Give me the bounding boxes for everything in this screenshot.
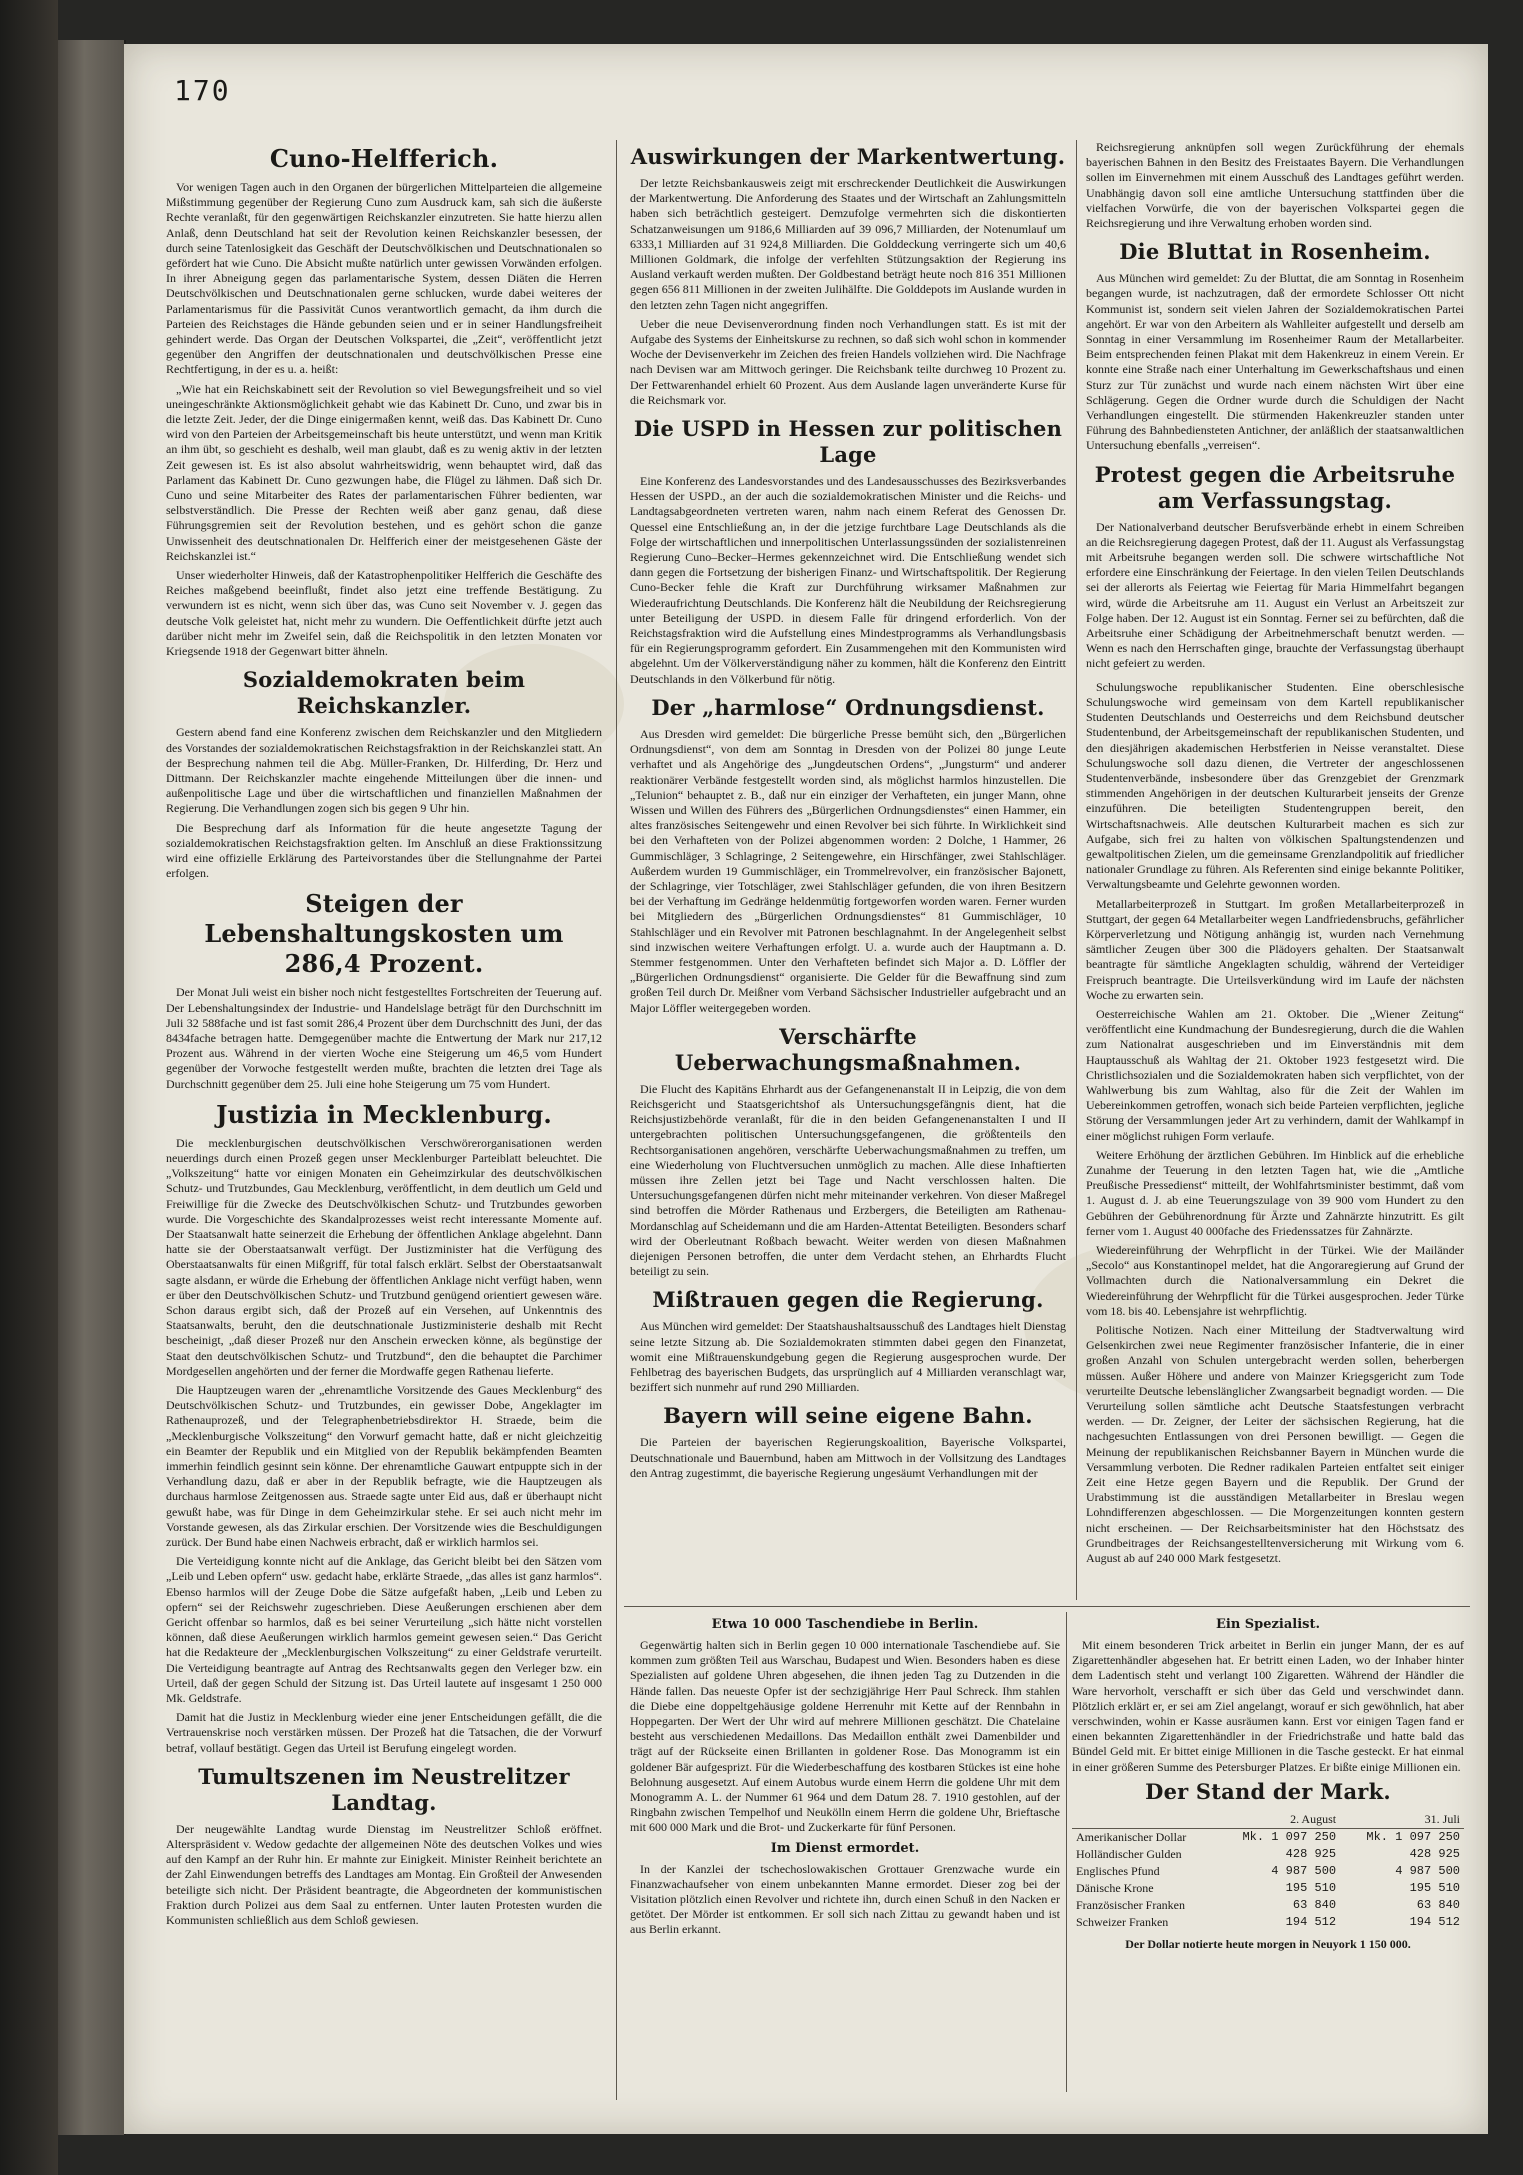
rate-value: 428 925 — [1285, 1847, 1337, 1862]
article-headline: Sozialdemokraten beim Reichskanzler. — [242, 667, 526, 719]
article-markentwertung — [630, 144, 1066, 408]
article-headline: Tumultszenen im Neustrelitzer Landtag. — [198, 1763, 570, 1815]
box-headline: Ein Spezialist. — [1215, 1617, 1321, 1632]
box-headline: Etwa 10 000 Taschendiebe in Berlin. — [711, 1617, 979, 1632]
bound-volume-spine — [58, 40, 126, 2135]
table-header-row — [1072, 1811, 1464, 1829]
article-bayern-bahn-continued — [1086, 140, 1464, 231]
article-verfassungstag — [1086, 462, 1464, 672]
notice-paragraph: Oesterreichische Wahlen am 21. Oktober. Die „Wiener Zeitung“ veröffentlicht eine Kundmachung der Bundesregierung, durch die die Wahlen zum Nationalrat ausgeschrieben und im Einverständnis mit dem Hauptausschuß als Wahltag der 21. Oktober 1923 festgesetzt wird. Die Christlichsozialen und die Sozialdemokraten haben sich verpflichtet, von der Wahlwerbung bis zum Wahltag, also für die Zeit der Wahlen im Uebereinkommen getroffen, wonach sich beide Parteien verpflichten, jegliche Störung der Versammlungen jeder Art zu verhindern, damit der Wahlkampf in einer möglichst ruhigen Form verlaufe. — [1086, 1006, 1464, 1143]
box-spezialist — [1072, 1612, 1464, 1952]
rate-value: Mk. 1 097 250 — [1242, 1830, 1337, 1845]
rate-value: 194 512 — [1285, 1915, 1337, 1930]
table-row — [1072, 1897, 1464, 1914]
article-paragraph: Reichsregierung anknüpfen soll wegen Zurückführung der ehemals bayerischen Bahnen in den Besitz des Freistaates Bayern. Die Verhandlungen sollen im Einvernehmen mit einem Ausschuß des Landtages geführt werden. Unabhängig davon soll eine amtliche Untersuchung stattfinden über die vielfachen Vorwürfe, die von der bayerischen Volkspartei gegen die Reichsregierung und ihre Verwaltung erhoben worden sind. — [1086, 140, 1464, 231]
notice-paragraph: Wiedereinführung der Wehrpflicht in der Türkei. Wie der Mailänder „Secolo“ aus Konstantinopel meldet, hat die Angoraregierung auf Grund der Vollmachten durch die Nationalversammlung ein Dekret die Wiedereinführung der Wehrpflicht für die Türkei ausgesprochen. Jeder Türke vom 18. bis 40. Lebensjahre ist wehrpflichtig. — [1086, 1243, 1464, 1318]
dollar-note: Der Dollar notierte heute morgen in Neuyork 1 150 000. — [1125, 1936, 1411, 1951]
box-paragraph: Mit einem besonderen Trick arbeitet in Berlin ein junger Mann, der es auf Zigarettenhändler abgesehen hat. Er betritt einen Laden, wo der Inhaber hinter dem Ladentisch steht und verlangt 100 Zigaretten. Während der Händler die Ware hervorholt, verschafft er sich über das Geld und verschwindet dann. Plötzlich erklärt er, er sei am Ziel angelangt, worauf er sich gewöhnlich, hat aber verschwinden, wohin er Kasse ausräumen kann. Erst vor einigen Tagen fand er einen bekannten Zigarettenhändler in der Friedrichstraße und hatte bald das Bündel Geld mit. Er bittet einige Millionen in die Tasche gesteckt. Er hat einmal in einer größeren Summe des Petersburger Platzes. Er bißte einige Millionen ein. — [1072, 1638, 1464, 1774]
currency-name: Französischer Franken — [1076, 1897, 1185, 1912]
article-paragraph: Unser wiederholter Hinweis, daß der Katastrophenpolitiker Helfferich die Geschäfte des Reiches maßgebend beeinflußt, findet also jetzt eine treffende Bestätigung. Zu verwundern ist es nicht, wenn sich über das, was Cuno seit November v. J. gegen das deutsche Volk geleistet hat, nicht mehr zu wundern. Die Oeffentlichkeit dürfte jetzt auch darüber nicht mehr im Zweifel sein, daß die Reichspolitik in den letzten Monaten vor Kriegsende 1918 der Gegenwart bitter ähneln. — [166, 568, 602, 659]
rate-value: 63 840 — [1416, 1898, 1460, 1913]
table-header: 2. August — [1216, 1811, 1340, 1829]
table-row — [1072, 1846, 1464, 1863]
notice-paragraph: Schulungswoche republikanischer Studenten. Eine oberschlesische Schulungswoche wird gemeinsam von dem Kartell republikanischer Studenten Deutschlands und Oesterreichs und dem Reichsbund deutscher Studentenbund, der Arbeitsgemeinschaft der republikanischen Studenten, und den diesjährigen akademischen Herbstferien in Neisse veranstaltet. Diese Schulungswoche soll dazu dienen, die Vertreter der angeschlossenen Studentenverbände, insbesondere über das Grenzgebiet der Grenzmark stimmenden Angehörigen in der deutschen Kulturarbeit jenseits der Grenze einzuführen. Die beteiligten Studentengruppen bereit, den Wirtschaftsnachweis. Alle deutschen Kulturarbeit machen es sich zur Aufgabe, sich frei zu halten von völkischen Spaltungstendenzen und gewaltpolitischen Zielen, um die gemeinsame Grenzlandpolitik auf friedlicher nationaler Grundlage zu führen. Als Referenten sind einige bekannte Politiker, Verwaltungsbeamte und Gelehrte gewonnen worden. — [1086, 679, 1464, 892]
article-headline: Mißtrauen gegen die Regierung. — [652, 1287, 1044, 1313]
article-headline: Bayern will seine eigene Bahn. — [663, 1403, 1033, 1429]
article-paragraph: Der letzte Reichsbankausweis zeigt mit erschreckender Deutlichkeit die Auswirkungen der Markentwertung. Die Anforderung des Staates und der Wirtschaft an Zahlungsmitteln haben sich beträchtlich gesteigert. Demzufolge vermehrten sich die diskontierten Schatzanweisungen um 9186,6 Milliarden auf 39 096,7 Milliarden, der Notenumlauf um 6333,1 Milliarden auf 31 924,8 Milliarden. Die Golddeckung verringerte sich um 40,6 Millionen Goldmark, die infolge der verfehlten Stützungsaktion der Regierung ins Ausland verkauft werden mußten. Der Goldbestand beträgt heute noch 816 351 Millionen gegen 656 811 Millionen in der zweiten Julihälfte. Die Golddepots im Auslande wurden in den letzten zehn Tagen nicht angegriffen. — [630, 176, 1066, 312]
article-paragraph: Gestern abend fand eine Konferenz zwischen dem Reichskanzler und den Mitgliedern des Vorstandes der sozialdemokratischen Reichstagsfraktion in der Reichskanzlei statt. An der Besprechung nahmen teil die Abg. Müller-Franken, Dr. Hilferding, Dr. Herz und Dittmann. Der Reichskanzler machte eingehende Mitteilungen über die innen- und außenpolitische Lage und über die wirtschaftlichen und finanziellen Maßnahmen der Regierung. Die Verhandlungen zogen sich bis gegen 9 Uhr hin. — [166, 725, 602, 816]
article-paragraph: Eine Konferenz des Landesvorstandes und des Landesausschusses des Bezirksverbandes Hessen der USPD., an der auch die sozialdemokratischen Minister und die Reichs- und Landtagsabgeordneten vertreten waren, nahm nach einem Referat des Genossen Dr. Quessel eine Entschließung an, in der die jetzige furchtbare Lage Deutschlands als die Folge der wirtschaftlichen und innerpolitischen Unterlassungssünden der sozialistenreinen Regierung Cuno–Becker–Hermes gekennzeichnet wird. Die Entschließung wendet sich dann gegen die Fortsetzung der bisherigen Finanz- und Wirtschaftspolitik. Der Regierung Cuno-Becker fehle die Kraft zur Durchführung wirksamer Maßnahmen zur Wiederaufrichtung Deutschlands. Die Konferenz hält die Neubildung der Reichsregierung unter Beteiligung der USPD. in diesem Falle für dringend erforderlich. Von der Reichstagsfraktion wird die Aufstellung eines Mindestprogramms als Verhandlungsbasis für ein Regierungsprogramm gefordert. Ein Zusammengehen mit den Kommunisten wird abgelehnt. Um der Völkerverständigung näher zu kommen, hält die Konferenz den Eintritt Deutschlands in den Völkerbund für nötig. — [630, 474, 1066, 686]
article-paragraph: Die Parteien der bayerischen Regierungskoalition, Bayerische Volkspartei, Deutschnationale und Bauernbund, haben am Mittwoch in der Vollsitzung des Landtages den Antrag zugestimmt, die bayerische Regierung ungesäumt Verhandlungen mit der — [630, 1435, 1066, 1480]
article-headline: Auswirkungen der Markentwertung. — [630, 144, 1066, 169]
article-paragraph: Aus München wird gemeldet: Zu der Bluttat, die am Sonntag in Rosenheim begangen wurde, ist nachzutragen, daß der ermordete Schlosser Ott nicht Kommunist ist, sondern seit vielen Jahren der Sozialdemokratischen Partei angehört. Er war von den Arbeitern als Wahlleiter aufgestellt und derselb am Sonntag in einer Versammlung im Rosenheimer Raum der Metallarbeiter. Beim entsprechenden feinen Plakat mit dem Hakenkreuz in einem Verein. Er konnte eine Straße nach einer Unterhaltung im Gewerkschaftshaus und einen Sturz zur Tür zunächst und wurde nach einem nächsten Wirt über eine Schlägerung. Gegen die Ordner wurde durch die Schuldigen der Nacht Verhandlungen eingestellt. Die stürmenden Hakenkreuzler standen unter Führung des Bahnbediensteten Antichner, der anläßlich der staatsanwaltlichen Untersuchung ebenfalls „verreisen“. — [1086, 271, 1464, 453]
article-paragraph: Der neugewählte Landtag wurde Dienstag im Neustrelitzer Schloß eröffnet. Alterspräsident v. Wedow gedachte der allgemeinen Nöte des deutschen Volkes und wies auf den Kampf an der Ruhr hin. Er mahnte zur Einigkeit. Minister Reinheit berichtete an der Zahl Einwendungen betreffs des Landtages am Montag. Ein Großteil der Anwesenden beteiligte sich nicht. Der Präsident beantragte, die Abgeordneten der kommunistischen Fraktion durch Polizei aus dem Saal zu entfernen. Unter lauten Protesten wurden die Kommunisten schließlich aus dem Schloß gewiesen. — [166, 1821, 602, 1928]
article-headline: Die USPD in Hessen zur politischen Lage — [633, 416, 1063, 468]
article-ordnungsdienst — [630, 695, 1066, 1016]
book-binding-shadow — [0, 0, 58, 2175]
table-row — [1072, 1828, 1464, 1846]
table-header: 31. Juli — [1340, 1811, 1464, 1829]
article-justizia — [166, 1100, 602, 1756]
article-bayern-bahn — [630, 1403, 1066, 1481]
article-paragraph: Die mecklenburgischen deutschvölkischen Verschwörerorganisationen werden neuerdings durch einen Prozeß gegen unser Mecklenburger Parteiblatt beleuchtet. Die „Volkszeitung“ hatte vor einigen Monaten ein Geheimzirkular des deutschvölkischen Schutz- und Trutzbundes, Gau Mecklenburg, veröffentlicht, in dem deutlich um Geld und Freiwillige für die Zwecke des Deutschvölkischen Schutz- und Trutzbundes geworben wurde. Die Vorgeschichte des Skandalprozesses weist recht interessante Momente auf. Der Staatsanwalt hatte seinerzeit die Erhebung der öffentlichen Anklage abgelehnt. Dann hatte sie der Oberstaatsanwalt verfügt. Der Justizminister hat die Verfügung des Oberstaatsanwalts für einen Mißgriff, für total falsch erklärt. Selbst der Oberstaatsanwalt sagte alsdann, er würde die Erhebung der öffentlichen Anklage nicht verfügt haben, wenn er über den Deutschvölkischen Schutz- und Trutzbund genügend orientiert gewesen wäre. Schon daraus ergibt sich, daß der Prozeß auf ein Versehen, auf Unkenntnis des Staatsanwalts, beruht, den die deutschnationale Justizministerie deshalb mit Recht bescheinigt, „daß dieser Prozeß nur den Anschein erwecken könne, als begünstige der Staat den deutschvölkischen Schutz- und Trutzbund“, den die behauptet die Parchimer Mordgesellen angehörten und der ferner die Mordwaffe gegen Rathenau lieferte. — [166, 1135, 602, 1378]
article-uspd-hessen — [630, 416, 1066, 687]
article-headline: Justizia in Mecklenburg. — [216, 1099, 552, 1129]
article-ueberwachung — [630, 1024, 1066, 1280]
notice-paragraph: Metallarbeiterprozeß in Stuttgart. Im großen Metallarbeiterprozeß in Stuttgart, der gegen 64 Metallarbeiter wegen Landfriedensbruchs, gefährlicher Körperverletzung und Nötigung anhängig ist, wurden nach Vernehmung sämtlicher Zeugen über 300 die Plädoyers gehalten. Der Staatsanwalt beantragte für sämtliche Angeklagten schuldig, während der Verteidiger Freispruch beantragte. Die Urteilsverkündung wird im Laufe der nächsten Woche zu erwarten sein. — [1086, 896, 1464, 1002]
column-rule — [1066, 1612, 1067, 2092]
box-paragraph: In der Kanzlei der tschechoslowakischen Grottauer Grenzwache wurde ein Finanzwachaufseher von einem unbekannten Manne ermordet. Dieser zog bei der Visitation plötzlich einen Revolver und richtete ihn, durch einen Schuß in den Nacken er getötet. Der Mörder ist entkommen. Er soll sich nach Zittau zu gewandt haben und ist aus Berlin erkannt. — [630, 1861, 1060, 1937]
rate-value: 195 510 — [1409, 1881, 1460, 1896]
article-tumultszenen — [166, 1764, 602, 1928]
article-paragraph: „Wie hat ein Reichskabinett seit der Revolution so viel Bewegungsfreiheit und so viel uneingeschränkte Aktionsmöglichkeit gehabt wie das Kabinett Dr. Cuno, und zwar bis in die letzte Zeit. Jeder, der die Dinge einigermaßen kennt, weiß das. Das Kabinett Dr. Cuno wird von den Parteien der Arbeitsgemeinschaft bis heute unterstützt, und wenn man Kritik an ihm übt, so geschieht es deshalb, weil man glaubt, daß es zu wenig aktiv in der letzten Zeit gewesen ist. Es ist also absolut wahrheitswidrig, wenn behauptet wird, daß das Parlament das Kabinett Dr. Cuno gezwungen habe, die Flügel zu lähmen. Daß sich Dr. Cuno und seine Mitarbeiter des Rates der parlamentarischen Führer bedienten, war selbstverständlich. Die Presse der Rechten weiß aber ganz genau, daß diese Führungsgremien seit der Revolution bestehen, und es gehört schon die ganze Unwissenheit des deutschnationalen Dr. Helfferich einer der meistgesehenen Gäste der Reichskanzlei ist.“ — [166, 381, 602, 563]
article-misstrauen — [630, 1287, 1066, 1395]
currency-name: Amerikanischer Dollar — [1076, 1829, 1187, 1844]
rate-value: Mk. 1 097 250 — [1366, 1830, 1460, 1845]
newspaper-page — [124, 44, 1488, 2134]
article-paragraph: Ueber die neue Devisenverordnung finden noch Verhandlungen statt. Es ist mit der Aufgabe des Systems der Einheitskurse zu rechnen, so daß sich wohl schon in kommender Woche der Devisenverkehr im Zeichen des freien Handels vollziehen wird. Die Nachfrage nach Devisen war am Mittwoch geringer. Die Reichsbank teilte durchweg 10 Prozent zu. Der Fettwarenhandel erhielt 60 Prozent. Aus dem Auslande lagen unveränderte Kurse für die Reichsmark vor. — [630, 316, 1066, 407]
currency-name: Schweizer Franken — [1076, 1914, 1169, 1929]
rate-value: 4 987 500 — [1271, 1864, 1337, 1879]
article-paragraph: Die Hauptzeugen waren der „ehrenamtliche Vorsitzende des Gaues Mecklenburg“ des Deutschvölkischen Schutz- und Trutzbundes, ein gewisser Dobe, Angeklagter im Rathenauprozeß, und der Telegraphenbetriebsdirektor H. Straede, beim die „Mecklenburgische Volkszeitung“ den Vorwurf gemacht hatte, daß er nicht gleichzeitig ein Beamter der Republik und ein Mitglied von der Republik bekämpfenden Beamten immerhin feindlich gesinnt sein könne. Der ehrenamtliche Gauwart entpuppte sich in der Verhandlung dazu, daß er aber in der Republik befragte, wie die Hauptzeugen als durchaus harmlose Zeitgenossen aus. Straede sagte unter Eid aus, daß er überhaupt nicht gewußt habe, was für Dinge in dem Geheimzirkular stehe. Er sei auch nicht mehr im Vorstande gewesen, als das Zirkular erschien. Der Vorsitzende wies die Beschuldigungen zurück. Der Bund habe einen Nachweis erbracht, daß er wirklich harmlos sei. — [166, 1383, 602, 1550]
article-paragraph: Der Monat Juli weist ein bisher noch nicht festgestelltes Fortschreiten der Teuerung auf. Der Lebenshaltungsindex der Industrie- und Handelslage beträgt für den Durchschnitt im Juli 32 588fache und ist fast somit 286,4 Prozent über dem Durchschnitt des Juni, der das 8434fache betragen hatte. Demgegenüber machte die Entwertung der Mark nur 217,12 Prozent aus. Während in der vierten Woche eine Steigerung um 46,5 vom Hundert gegenüber der Vorwoche festgestellt werden mußte, brachten die letzten drei Tage als Durchschnitt gegenüber dem 25. Juli eine hohe Steigerung um 75 vom Hundert. — [166, 985, 602, 1091]
currency-name: Englisches Pfund — [1076, 1863, 1160, 1878]
article-headline: Verschärfte Ueberwachungsmaßnahmen. — [674, 1023, 1022, 1075]
table-row — [1072, 1914, 1464, 1931]
article-paragraph: Die Flucht des Kapitäns Ehrhardt aus der Gefangenenanstalt II in Leipzig, die von dem Reichsgericht und Staatsgerichtshof als Untersuchungsgefängnis dient, hat die Reichsjustizbehörde veranlaßt, für die in den beiden Gefangenenanstalten I und II untergebrachten politischen Untersuchungsgefangenen, die größtenteils den Rechtsorganisationen angehören, verschärfte Ueberwachungsmaßnahmen zu treffen, um eine Wiederholung von Fluchtversuchen unmöglich zu machen. Alle diese Inhaftierten müssen ihre Zellen jetzt bei Tage und Nacht verschlossen halten. Die Untersuchungsgefangenen dürfen nicht mehr miteinander verkehren. Von dieser Maßregel sind betroffen die Mörder Rathenaus und Erzbergers, die Beteiligten am Rathenau-Mordanschlag auf Scheidemann und die am Harden-Attentat Beteiligten. Besonders scharf wird der Oberleutnant Roßbach bewacht. Weiter werden von diesen Maßnahmen diejenigen Personen betroffen, die unter dem Verdacht stehen, an Ehrhardts Flucht beteiligt zu sein. — [630, 1081, 1066, 1279]
article-headline: Die Bluttat in Rosenheim. — [1119, 239, 1431, 265]
article-sozialdemokraten — [166, 667, 602, 881]
table-row — [1072, 1880, 1464, 1897]
article-headline: Steigen der Lebenshaltungskosten um 286,4 Prozent. — [204, 889, 564, 979]
article-notices — [1086, 680, 1464, 1567]
currency-name: Dänische Krone — [1076, 1880, 1154, 1895]
article-paragraph: Vor wenigen Tagen auch in den Organen der bürgerlichen Mittelparteien die allgemeine Mißstimmung gegenüber der Regierung Cuno zum Ausdruck kam, sah sich die äußerste Rechte veranlaßt, für den gegenwärtigen Reichskanzler einzutreten. Sie hatte hierzu allen Anlaß, denn Deutschland hat seit der Revolution keinen Reichskanzler besessen, der durch seine Tatenlosigkeit das Geschäft der Deutschvölkischen und Deutschnationalen so gefördert hat wie Cuno. Die Absicht mußte natürlich unter gewissen Vorwänden erfolgen. In ihrer Abneigung gegen das parlamentarische System, dessen Diäten die Herren Deutschvölkischen und Deutschnationalen gerne schlucken, wurde dabei weiteres der Parlamentarismus für die Passivität Cunos verantwortlich gemacht, da ihm durch die Parteien des Reichstages die Hände gebunden seien und er in seiner Handlungsfreiheit gehindert werde. Das Organ der Deutschen Volkspartei, die „Zeit“, veröffentlicht jetzt gegenüber den Angriffen der deutschnationalen und deutschvölkischen Presse eine Rechtfertigung, in der es u. a. heißt: — [166, 180, 602, 377]
article-paragraph: Aus München wird gemeldet: Der Staatshaushaltsausschuß des Landtages hielt Dienstag seine letzte Sitzung ab. Die Sozialdemokraten stimmten dabei gegen den Finanzetat, womit eine Mißtrauenskundgebung gegen die Regierung ausgesprochen wurde. Der Fehlbetrag des bayerischen Budgets, das ursprünglich auf 4 Milliarden veranschlagt war, beziffert sich nunmehr auf rund 290 Milliarden. — [630, 1319, 1066, 1395]
article-paragraph: Aus Dresden wird gemeldet: Die bürgerliche Presse bemüht sich, den „Bürgerlichen Ordnungsdienst“, von dem am Sonntag in Dresden von der Polizei 80 junge Leute verhaftet und als Angehörige des „Jungdeutschen Ordens“, „Jungsturm“ und anderer reaktionärer Verbände festgestellt worden sind, als möglichst harmlos hinzustellen. Die „Telunion“ behauptet z. B., daß nur ein einziger der Verhafteten, ein junger Mann, ohne Wissen und Willen des Führers des „Bürgerlichen Ordnungsdienstes“ einen Hammer, ein altes französisches Seitengewehr und einen Revolver bei sich führte. In Wirklichkeit sind bei den Verhafteten von der Polizei abgenommen worden: 2 Dolche, 1 Hammer, 26 Gummischläger, 3 Schlagringe, 2 Seitengewehre, ein Hirschfänger, zwei Stahlschläger. Außerdem wurden 19 Gummischläger, ein Trommelrevolver, ein französischer Bajonett, der Schlagringe, vier Totschläger, zwei Stahlschläger gefunden, die von ihren Besitzern bei der Verhaftung im Gedränge heldenmütig fortgeworfen worden waren. Ferner wurden bei Mitgliedern des „Bürgerlichen Ordnungsdienstes“ 81 Gummischläger, 10 Stahlschläger und ein Revolver mit Patronen beschlagnahmt. In der Angelegenheit selbst sind inzwischen weitere Verhaftungen erfolgt. U. a. wurde auch der Hauptmann a. D. Stemmer festgenommen. Unter den Verhafteten befindet sich Major a. D. Löffler der „Bürgerlichen Ordnungsdienst“ organisierte. Die Gelder für die Bewaffnung sind zum großen Teil durch Dr. Meißner vom Verband Sächsischer Industrieller aufgebracht und an Major Löffler weitergegeben worden. — [630, 726, 1066, 1015]
article-paragraph: Die Besprechung darf als Information für die heute angesetzte Tagung der sozialdemokratischen Reichstagsfraktion gelten. Im Anschluß an diese Fraktionssitzung wird eine offizielle Erklärung des Parteivorstandes über die Stellungnahme der Partei erfolgen. — [166, 820, 602, 881]
rate-value: 195 510 — [1285, 1881, 1337, 1896]
table-row — [1072, 1863, 1464, 1880]
article-headline: Der „harmlose“ Ordnungsdienst. — [651, 694, 1045, 720]
box-taschendiebe — [630, 1612, 1060, 1942]
mark-exchange-table — [1072, 1811, 1464, 1931]
column-rule — [616, 140, 617, 2100]
article-paragraph: Damit hat die Justiz in Mecklenburg wieder eine jener Entscheidungen gefällt, die die Vertrauenskrise noch verstärken müssen. Der Prozeß hat die Tatsachen, die der Vorwurf betraf, vollauf bestätigt. Gegen das Urteil ist Berufung eingelegt worden. — [166, 1710, 602, 1755]
rate-value: 4 987 500 — [1395, 1864, 1460, 1879]
article-rosenheim — [1086, 239, 1464, 453]
page-number: 170 — [174, 74, 231, 107]
column-middle — [630, 140, 1066, 1610]
notice-paragraph: Politische Notizen. Nach einer Mitteilung der Stadtverwaltung wird Gelsenkirchen zwei neue Regimenter französischer Infanterie, die in einer großen Anzahl von Schulen untergebracht werden sollen, beherbergen müssen. Außer Höhere und andere von Mainzer Kriegsgericht zum Tode verurteilte Deutsche lebenslänglicher Zwangsarbeit begnadigt worden. — Die Verurteilung sollen sämtliche acht Deutsche Staatsfestungen verbracht werden. — Dr. Zeigner, der Leiter der sächsischen Regierung, hat die nachgesuchten Entlassungen von drei Personen bewilligt. — Gegen die Meinung der republikanischen Reichsbanner Bayern in München wurde die Versammlung verboten. Die Redner radikalen Parteien entfaltet seit einiger Zeit eine Hetze gegen Bayern und die Republik. Der Grund der Urabstimmung ist die ausständigen Metallarbeiter in Breslau wegen Lohndifferenzen abgeschlossen. — Die Morgenzeitungen konnten gestern nicht erscheinen. — Der Reichsarbeitsminister hat den Höchstsatz des Grundbeitrages der Reichsangestelltenversicherung mit Wirkung vom 6. August ab auf 240 000 Mark festgesetzt. — [1086, 1323, 1464, 1566]
article-cuno-helfferich — [166, 144, 602, 659]
mark-table-title: Der Stand der Mark. — [1145, 1778, 1391, 1804]
column-left — [166, 140, 602, 2100]
box-paragraph: Gegenwärtig halten sich in Berlin gegen 10 000 internationale Taschendiebe auf. Sie kommen zum größten Teil aus Warschau, Budapest und Wien. Besonders haben es diese Spezialisten auf goldene Uhren abgesehen, die ihnen jeden Tag zu Dutzenden in die Hände fallen. Das neueste Opfer ist der sechzigjährige Herr Paul Schreck. Ihm stahlen die Diebe eine doppeltgehäusige goldene Herrenuhr mit Kette auf der Rennbahn in Hoppegarten. Der Wert der Uhr wird auf mehrere Millionen geschätzt. Die Chatelaine besteht aus verschiedenen Medaillons. Das Medaillon enthält zwei Damenbilder und trägt auf der Rückseite einen Brillanten in goldener Rose. Das Monogramm ist ein goldener Bär aufgesprizt. Für die Wiederbeschaffung des kostbaren Stückes ist eine hohe Belohnung ausgesetzt. Auf einem Autobus wurde einem Herrn die goldene Uhr mit dem Monogramm A. L. der Nummer 61 964 und dem Datum 28. 7. 1910 gestohlen, auf der Ringbahn zwischen Tempelhof und Neukölln einem Herrn die goldene Uhr, Brieftasche mit 600 000 Mark und die Brot- und Zuckerkarte für fünf Personen. — [630, 1638, 1060, 1835]
column-right — [1086, 140, 1464, 1610]
article-lebenshaltungskosten — [166, 889, 602, 1091]
article-paragraph: Die Verteidigung konnte nicht auf die Anklage, das Gericht bleibt bei den Sätzen vom „Leib und Leben opfern“ usw. gedacht habe, erklärte Straede, „das alles ist ganz harmlos“. Ebenso harmlos will der Zeuge Dobe die Sätze aufgefaßt haben, „Leib und Leben zu opfern“ sei der Reichswehr zugeschrieben. Diese Aeußerungen erschienen aber dem Gericht offenbar so harmlos, daß es bei seiner Verurteilung „sich hätte nicht vorstellen können, daß diese Aeußerungen wirklich harmlos gemeint gewesen seien.“ Das Gericht hat die Redakteure der „Mecklenburgischen Volkszeitung“ zu einer Geldstrafe verurteilt. Die Verteidigung beantragte auf Antrag des Rechtsanwalts gegen den Verleger bzw. ein Urteil, daß der gegen Schuld der Sitzung ist. Das Urteil lautete auf insgesamt 1 250 000 Mk. Geldstrafe. — [166, 1554, 602, 1706]
table-header — [1072, 1811, 1216, 1829]
rate-value: 428 925 — [1409, 1847, 1460, 1862]
currency-name: Holländischer Gulden — [1076, 1846, 1182, 1861]
article-headline: Cuno-Helfferich. — [269, 144, 499, 173]
box-subheadline: Im Dienst ermordet. — [770, 1840, 920, 1856]
rate-value: 63 840 — [1292, 1898, 1337, 1913]
article-headline: Protest gegen die Arbeitsruhe am Verfassungstag. — [1094, 461, 1456, 513]
rate-value: 194 512 — [1409, 1915, 1460, 1930]
article-paragraph: Der Nationalverband deutscher Berufsverbände erhebt in einem Schreiben an die Reichsregierung dagegen Protest, daß der 11. August als Verfassungstag mit Arbeitsruhe begangen werden soll. Die schwere wirtschaftliche Not erfordere eine Einschränkung der Feiertage. In den vielen Teilen Deutschlands sei der allerorts als Feiertag wie Feiertag für Maria Himmelfahrt begangen wird, würde die Arbeitsruhe am 11. August ein Verlust an Arbeitszeit zur Folge haben. Der 12. August ist ein Sonntag. Ferner sei zu befürchten, daß die Arbeitsruhe einer Schädigung der Arbeitnehmerschaft benutzt werden. — Wenn es nach den Herrschaften ginge, brauchte der Verfassungstag überhaupt nicht gefeiert zu werden. — [1086, 519, 1464, 671]
notice-paragraph: Weitere Erhöhung der ärztlichen Gebühren. Im Hinblick auf die erhebliche Zunahme der Teuerung in den letzten Tagen hat, wie die „Amtliche Preußische Pressedienst“ mitteilt, der Wohlfahrtsminister bestimmt, daß vom 1. August d. J. ab eine Teuerungszulage von 39 900 vom Hundert zu den Gebühren der Gebührenordnung für Ärzte und Zahnärzte hinzutritt. Es gilt ferner vom 1. August 40 000fache des Friedenssatzes für Zahnärzte. — [1086, 1147, 1464, 1238]
column-rule — [1076, 140, 1077, 1600]
